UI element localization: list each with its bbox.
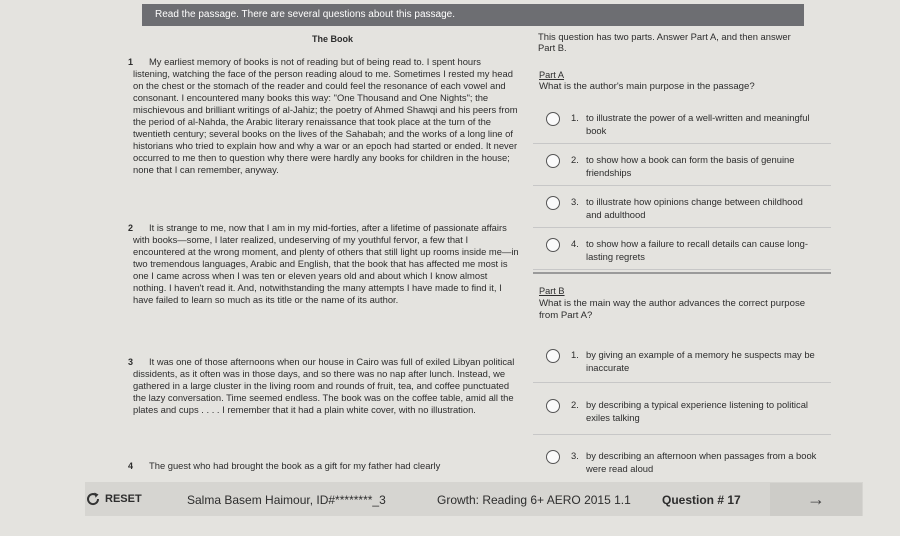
- paragraph-text: My earliest memory of books is not of reading but of being read to. I spent hours listening, watching the face of the person reading aloud to me. Sometimes I rested my head on the chest or the stomach of the reader and could feel the resonance of each vowel and consonant. I encountered many books this way: "One Thousand and One Nights"; the mischievous and brilliant writings of al-Jahiz; the poetry of Ahmed Shawqi and his peers from the period of al-Nahda, the Arabic literary renaissance that took place at the turn of the twentieth century; several books on the lives of the Sahabah; and the works of a long line of historians who tried to explain how and why a war or an epoch had started or ended. It never occurred to me then to question why there were hardly any books for children in the house; none that I can remember, anyway.: [133, 56, 518, 175]
- option-text: by describing a typical experience listening to political exiles talking: [586, 399, 808, 423]
- part-a-option-4[interactable]: [533, 228, 831, 270]
- option-number: 3.: [571, 450, 579, 461]
- part-divider: [533, 272, 831, 274]
- radio-button[interactable]: [546, 399, 560, 413]
- reset-label: RESET: [105, 493, 142, 505]
- question-intro: This question has two parts. Answer Part A, and then answer Part B.: [538, 31, 791, 53]
- paragraph-number: 3: [128, 357, 134, 367]
- option-number: 1.: [571, 112, 579, 123]
- reset-icon: [85, 491, 101, 507]
- test-name: Growth: Reading 6+ AERO 2015 1.1: [437, 493, 631, 507]
- radio-button[interactable]: [546, 238, 560, 252]
- radio-button[interactable]: [546, 112, 560, 126]
- reset-button[interactable]: [85, 491, 142, 507]
- instruction-bar: [142, 4, 804, 26]
- radio-button[interactable]: [546, 196, 560, 210]
- part-b-option-1[interactable]: [533, 339, 831, 383]
- part-a-option-1[interactable]: [533, 102, 831, 144]
- passage-pane[interactable]: [128, 28, 530, 480]
- part-a-option-2[interactable]: [533, 144, 831, 186]
- option-number: 1.: [571, 349, 579, 360]
- part-a-label: Part A: [539, 70, 565, 80]
- option-number: 2.: [571, 399, 579, 410]
- paragraph-text: It was one of those afternoons when our house in Cairo was full of exiled Libyan political dissidents, as it often was in those days, and so there was no nap after lunch. Instead, we gathered in a large cluster in the living room and rounds of fruit, tea, and coffee punctuated the lazy conversation. Time seemed endless. The book was on the coffee table, amid all the plates and cups . . . . I remember that it had a plain white cover, with no illustration.: [133, 356, 515, 415]
- paragraph: [128, 460, 520, 472]
- part-a-option-3[interactable]: [533, 186, 831, 228]
- paragraph: [128, 56, 520, 176]
- option-number: 2.: [571, 154, 579, 165]
- option-number: 3.: [571, 196, 579, 207]
- question-pane[interactable]: [533, 28, 833, 480]
- part-b-question: What is the main way the author advances the correct purpose from Part A?: [539, 298, 806, 321]
- radio-button[interactable]: [546, 349, 560, 363]
- option-text: by describing an afternoon when passages from a book were read aloud: [586, 450, 817, 474]
- part-b-label: Part B: [539, 286, 565, 296]
- next-button[interactable]: [770, 483, 862, 516]
- question-number: Question # 17: [662, 493, 741, 507]
- radio-button[interactable]: [546, 154, 560, 168]
- part-a-question: What is the author's main purpose in the passage?: [539, 81, 755, 92]
- radio-button[interactable]: [546, 450, 560, 464]
- student-info: Salma Basem Haimour, ID#********_3: [187, 493, 386, 507]
- option-text: to illustrate how opinions change between childhood and adulthood: [586, 196, 803, 220]
- paragraph-number: 1: [128, 57, 134, 67]
- part-b-option-2[interactable]: [533, 389, 831, 435]
- paragraph-number: 4: [128, 461, 134, 471]
- paragraph-number: 2: [128, 223, 134, 233]
- paragraph: [128, 356, 520, 416]
- footer-bar: [85, 482, 863, 516]
- paragraph-text: It is strange to me, now that I am in my mid-forties, after a lifetime of passionate affairs with books—some, I later realized, undeserving of my youthful fervor, a few that I encountered at the wrong moment, and plenty of others that still light up rooms inside me—in two tremendous languages, Arabic and English, that the book that has affected me most is one I came across when I was ten or eleven years old and about which I know almost nothing. I haven't read it. And, notwithstanding the many attempts I have made to find it, I have failed to learn so much as its title or the name of its author.: [133, 222, 519, 305]
- option-number: 4.: [571, 238, 579, 249]
- passage-title: The Book: [312, 34, 354, 44]
- paragraph: [128, 222, 520, 306]
- option-text: to show how a book can form the basis of genuine friendships: [586, 154, 795, 178]
- option-text: to illustrate the power of a well-written and meaningful book: [586, 112, 810, 136]
- option-text: to show how a failure to recall details can cause long-lasting regrets: [586, 238, 808, 262]
- option-text: by giving an example of a memory he suspects may be inaccurate: [586, 349, 815, 373]
- instruction-text: Read the passage. There are several questions about this passage.: [155, 9, 456, 20]
- part-b-option-3[interactable]: [533, 440, 831, 480]
- right-arrow-icon: →: [807, 489, 825, 509]
- paragraph-text: The guest who had brought the book as a gift for my father had clearly: [149, 460, 441, 471]
